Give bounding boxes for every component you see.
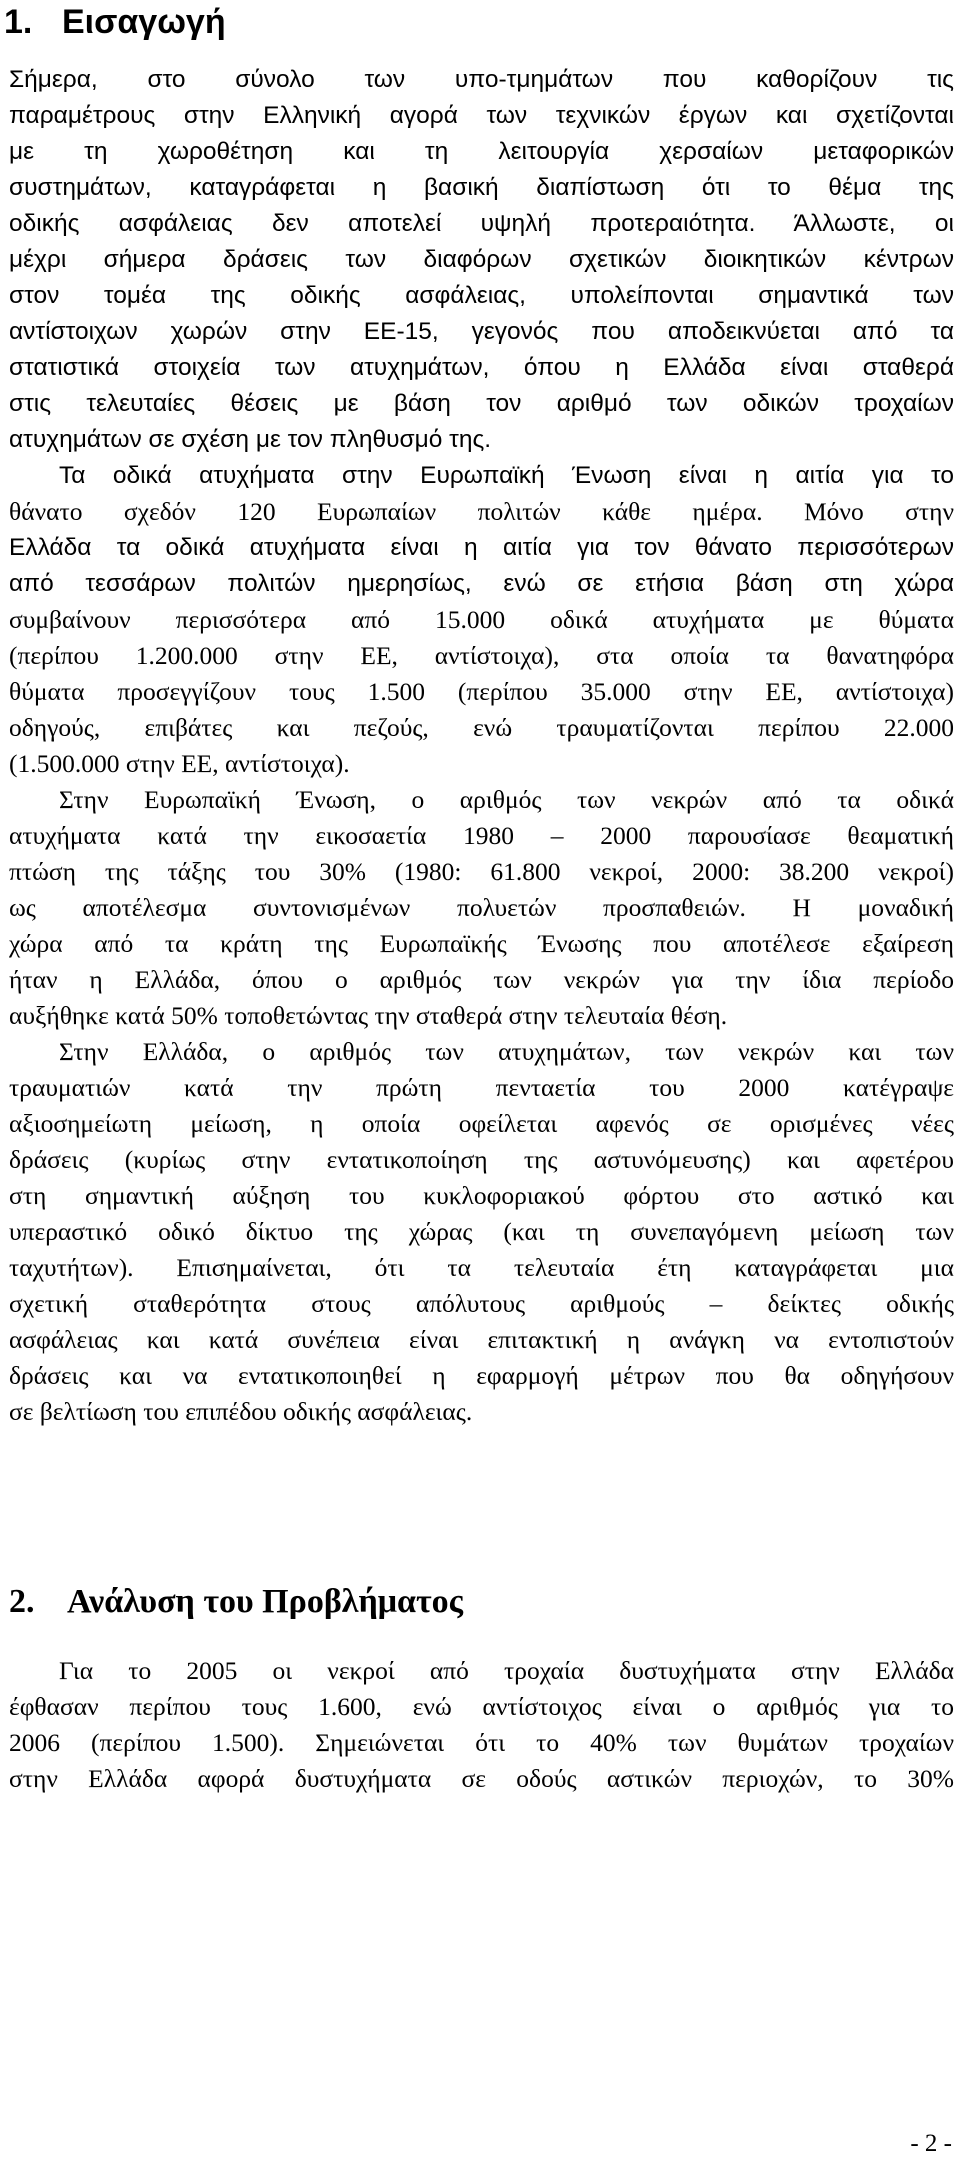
page-number: - 2 -	[910, 2130, 952, 2157]
text-line: σχετική σταθερότητα στους απόλυτους αριθμούς – δείκτες οδικής	[9, 1289, 954, 1318]
text-line: δράσεις και να εντατικοποιηθεί η εφαρμογή μέτρων που θα οδηγήσουν	[9, 1361, 954, 1390]
text-line: συμβαίνουν περισσότερα από 15.000 οδικά ατυχήματα με θύματα	[9, 605, 954, 634]
text-line: οδικής ασφάλειας δεν αποτελεί υψηλή προτεραιότητα. Άλλωστε, οι	[9, 210, 954, 237]
text-line: αυξήθηκε κατά 50% τοποθετώντας την σταθερά στην τελευταία θέση.	[9, 1001, 728, 1030]
section-title: Ανάλυση του Προβλήματος	[67, 1583, 464, 1620]
text-line: 2006 (περίπου 1.500). Σημειώνεται ότι το 40% των θυμάτων τροχαίων	[9, 1728, 954, 1757]
text-line: ταχυτήτων). Επισημαίνεται, ότι τα τελευταία έτη καταγράφεται μια	[9, 1253, 954, 1282]
text-line: σε βελτίωση του επιπέδου οδικής ασφάλειας.	[9, 1397, 473, 1426]
section-number: 1.	[4, 3, 33, 41]
text-line: υπεραστικό οδικό δίκτυο της χώρας (και τη συνεπαγόμενη μείωση των	[9, 1217, 954, 1246]
text-line: δράσεις (κυρίως στην εντατικοποίηση της αστυνόμευσης) και αφετέρου	[9, 1145, 954, 1174]
section-number: 2.	[9, 1583, 35, 1620]
text-line: μέχρι σήμερα δράσεις των διαφόρων σχετικών διοικητικών κέντρων	[9, 246, 954, 273]
text-line: (περίπου 1.200.000 στην ΕΕ, αντίστοιχα), στα οποία τα θανατηφόρα	[9, 641, 954, 670]
text-line: Σήμερα, στο σύνολο των υπο-τμημάτων που καθορίζουν τις	[9, 66, 954, 93]
text-line: ήταν η Ελλάδα, όπου ο αριθμός των νεκρών για την ίδια περίοδο	[9, 965, 954, 994]
text-line: ατυχήματα κατά την εικοσαετία 1980 – 2000 παρουσίασε θεαματική	[9, 821, 954, 850]
section-heading-introduction	[4, 0, 226, 44]
text-line: συστημάτων, καταγράφεται η βασική διαπίστωση ότι το θέμα της	[9, 174, 954, 201]
text-line: στην Ελλάδα αφορά δυστυχήματα σε οδούς αστικών περιοχών, το 30%	[9, 1764, 954, 1793]
text-line: ασφάλειας και κατά συνέπεια είναι επιτακτική η ανάγκη να εντοπιστούν	[9, 1325, 954, 1354]
text-line: ατυχημάτων σε σχέση με τον πληθυσμό της.	[9, 426, 492, 453]
text-line: (1.500.000 στην ΕΕ, αντίστοιχα).	[9, 749, 350, 778]
text-line: θάνατο σχεδόν 120 Ευρωπαίων πολιτών κάθε ημέρα. Μόνο στην	[9, 497, 954, 526]
text-line: αντίστοιχων χωρών στην ΕΕ-15, γεγονός που αποδεικνύεται από τα	[9, 318, 954, 345]
text-line: Τα οδικά ατυχήματα στην Ευρωπαϊκή Ένωση είναι η αιτία για το	[59, 462, 954, 489]
text-line: στον τομέα της οδικής ασφάλειας, υπολείπονται σημαντικά των	[9, 282, 954, 309]
text-line: χώρα από τα κράτη της Ευρωπαϊκής Ένωσης που αποτέλεσε εξαίρεση	[9, 929, 954, 958]
text-line: Στην Ευρωπαϊκή Ένωση, ο αριθμός των νεκρών από τα οδικά	[59, 785, 954, 814]
text-line: στατιστικά στοιχεία των ατυχημάτων, όπου η Ελλάδα είναι σταθερά	[9, 354, 954, 381]
text-line: ως αποτέλεσμα συντονισμένων πολυετών προσπαθειών. Η μοναδική	[9, 893, 954, 922]
text-line: θύματα προσεγγίζουν τους 1.500 (περίπου 35.000 στην ΕΕ, αντίστοιχα)	[9, 677, 954, 706]
text-line: στις τελευταίες θέσεις με βάση τον αριθμό των οδικών τροχαίων	[9, 390, 954, 417]
text-line: Για το 2005 οι νεκροί από τροχαία δυστυχήματα στην Ελλάδα	[59, 1656, 954, 1685]
text-line: έφθασαν περίπου τους 1.600, ενώ αντίστοιχος είναι ο αριθμός για το	[9, 1692, 954, 1721]
text-line: πτώση της τάξης του 30% (1980: 61.800 νεκροί, 2000: 38.200 νεκροί)	[9, 857, 954, 886]
section-heading-problem-analysis	[9, 1578, 463, 1626]
text-line: παραμέτρους στην Ελληνική αγορά των τεχνικών έργων και σχετίζονται	[9, 102, 954, 129]
text-line: από τεσσάρων πολιτών ημερησίως, ενώ σε ετήσια βάση στη χώρα	[9, 570, 954, 597]
text-line: Στην Ελλάδα, ο αριθμός των ατυχημάτων, των νεκρών και των	[59, 1037, 954, 1066]
text-line: στη σημαντική αύξηση του κυκλοφοριακού φόρτου στο αστικό και	[9, 1181, 954, 1210]
text-line: με τη χωροθέτηση και τη λειτουργία χερσαίων μεταφορικών	[9, 138, 954, 165]
section-title: Εισαγωγή	[62, 3, 226, 41]
text-line: τραυματιών κατά την πρώτη πενταετία του 2000 κατέγραψε	[9, 1073, 954, 1102]
text-line: Ελλάδα τα οδικά ατυχήματα είναι η αιτία για τον θάνατο περισσότερων	[9, 534, 954, 561]
text-line: αξιοσημείωτη μείωση, η οποία οφείλεται αφενός σε ορισμένες νέες	[9, 1109, 954, 1138]
text-line: οδηγούς, επιβάτες και πεζούς, ενώ τραυματίζονται περίπου 22.000	[9, 713, 954, 742]
